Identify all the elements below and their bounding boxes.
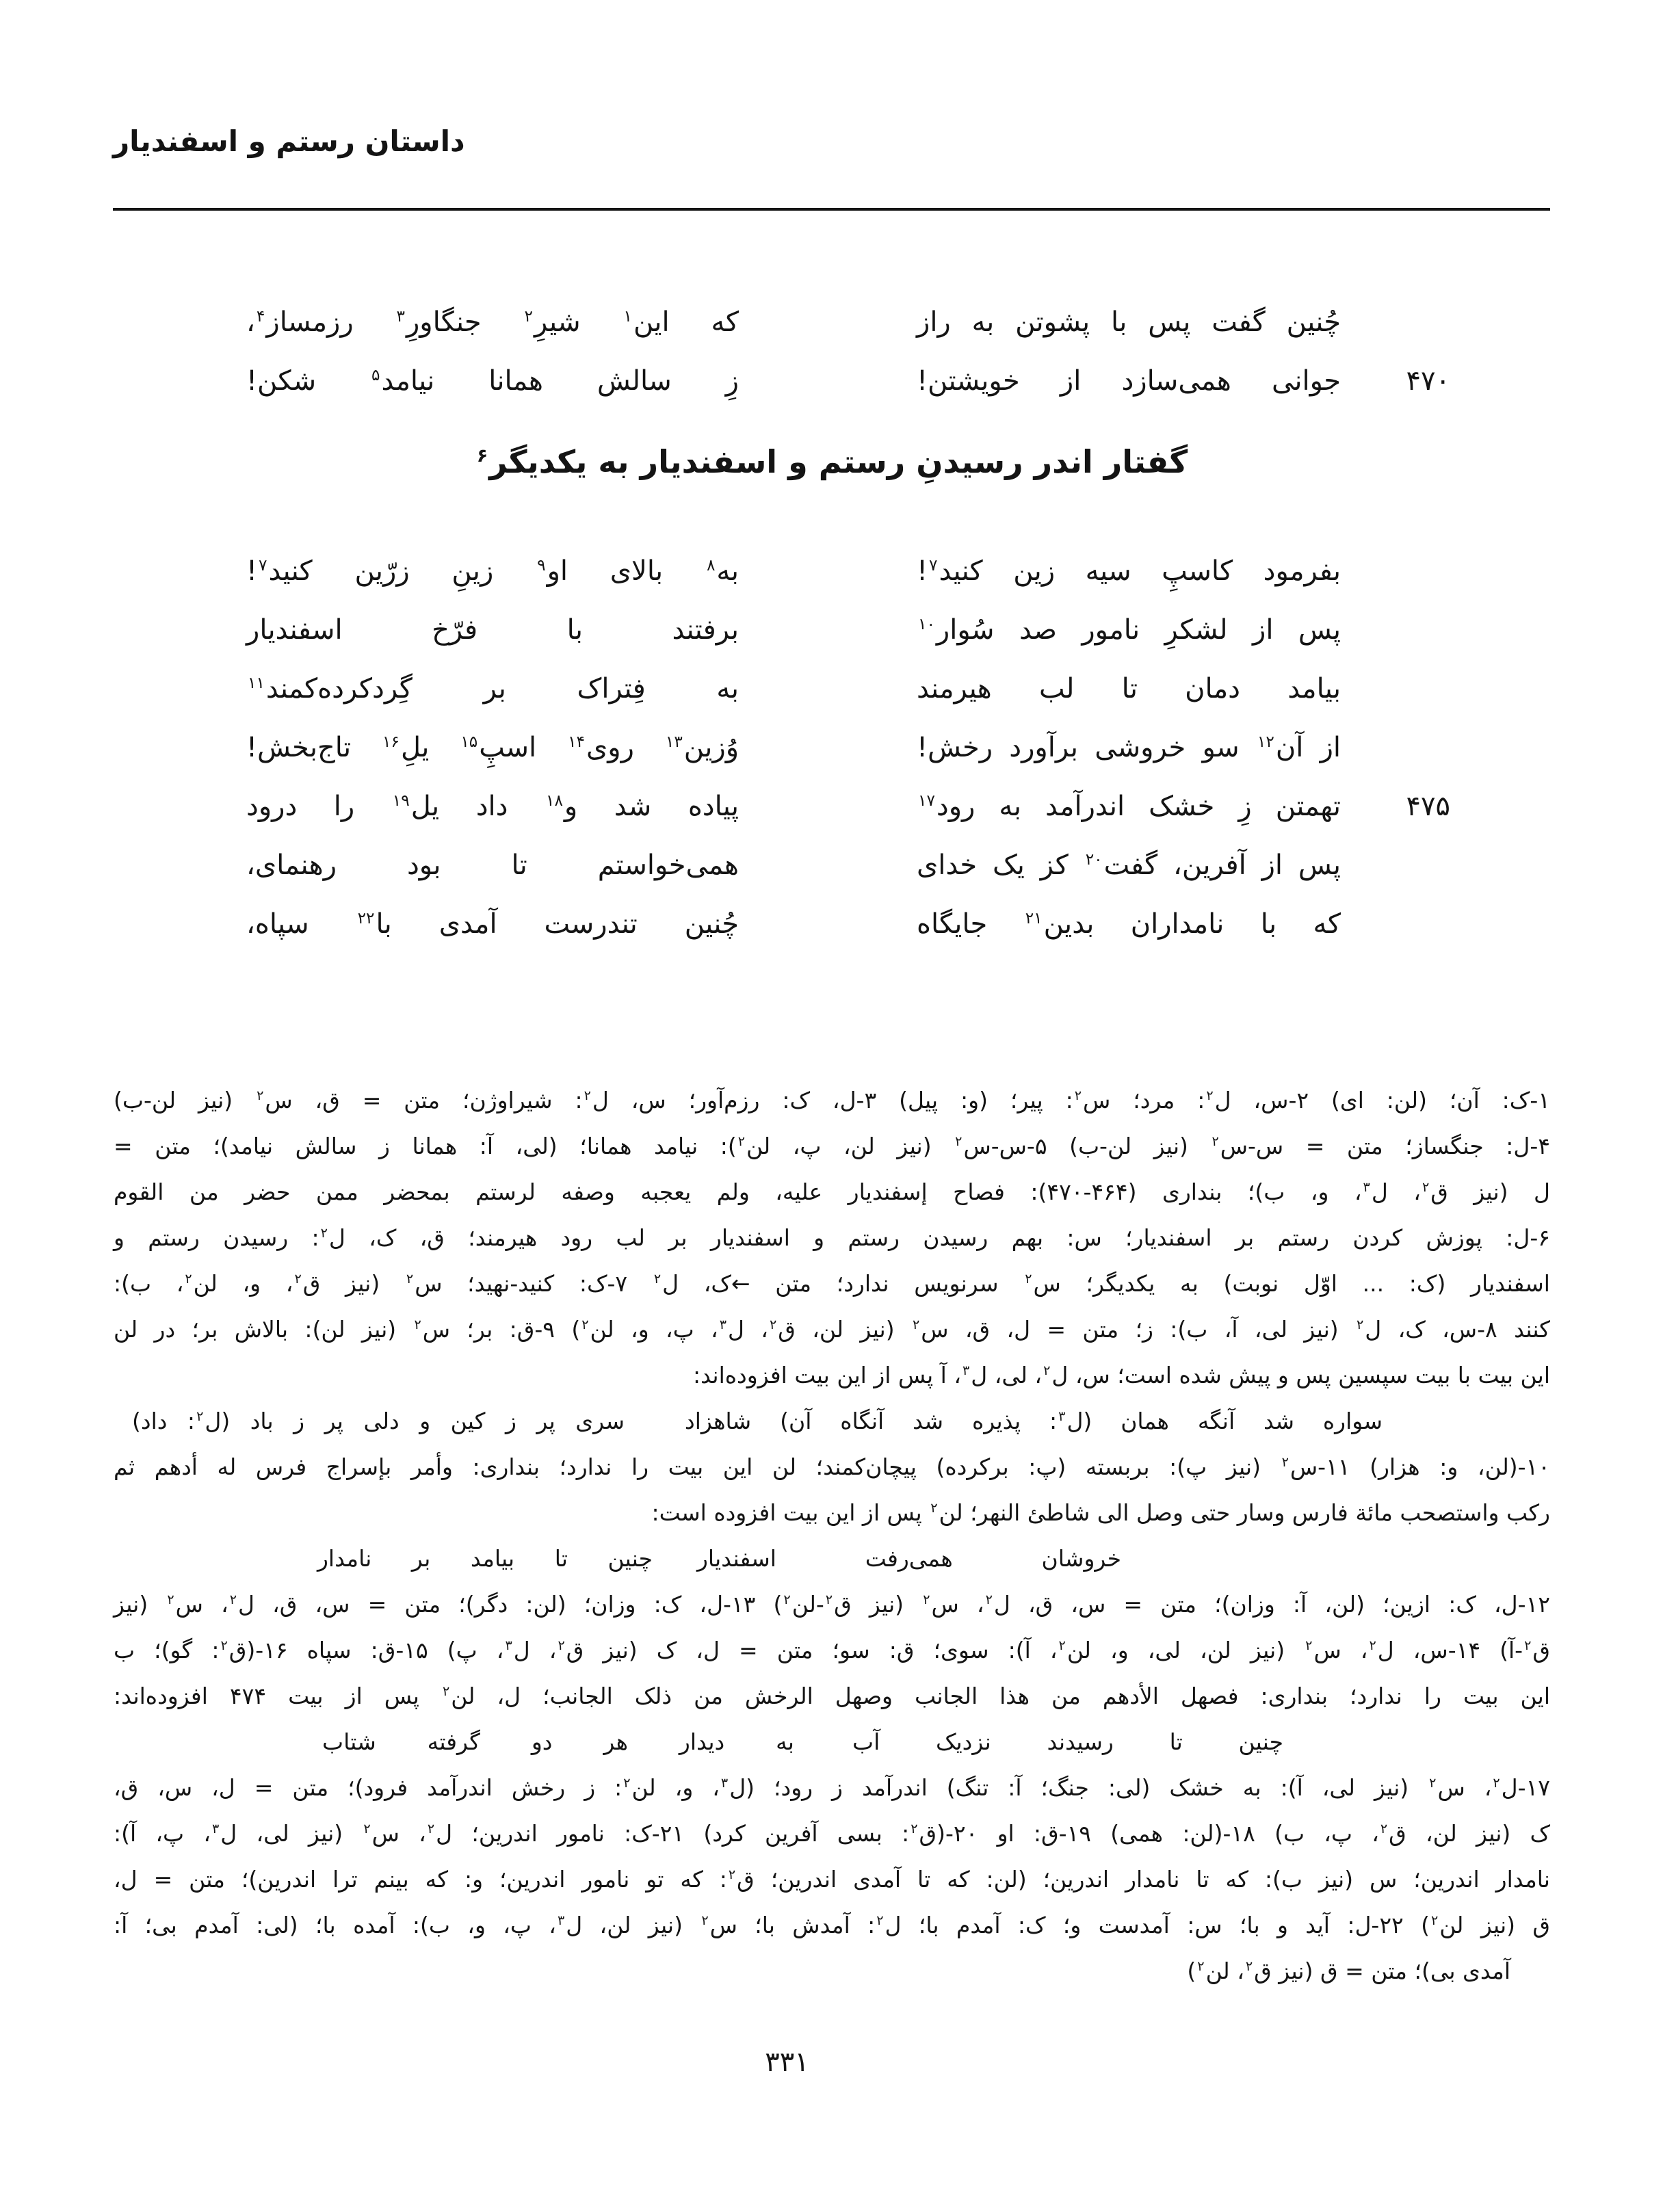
footnote-verse-quote	[132, 1398, 1383, 1444]
hemistich-right: بیامد دمان تا لب هیرمند	[917, 673, 1341, 705]
quote-hemistich-left: به دیدار هر دو گرفته شتاب	[322, 1728, 794, 1755]
hemistich-right: پس از لشکرِ نامور صد سُوار$^{۱۰}$	[918, 614, 1341, 646]
hemistich-right: چُنین گفت پس با پشوتن به راز	[917, 306, 1341, 338]
footnote-line: رکب واستصحب مائة فارس وسار حتی وصل الی شاطئ النهر؛ لن$^۲$ پس از این بیت افزوده است:	[651, 1499, 1550, 1526]
footnote-line: ق$^۲$-آ) ۱۴-س، ل$^۲$، س$^۲$ (نیز لن، لی، و، لن$^۲$، آ): سوی؛ ق: سو؛ متن = ل، ک (نیز ق$^۲$، ل$^۳$، پ) ۱۵-ق: سپاه ۱۶-(ق$^۲$: گو)؛ ب	[114, 1637, 1550, 1663]
hemistich-left: چُنین تندرست آمدی با$^{۲۲}$ سپاه،	[246, 908, 739, 940]
page-number: ۳۳۱	[765, 2046, 809, 2078]
verse-group-top	[0, 306, 1663, 424]
hemistich-left: به$^۸$ بالای او$^۹$ زینِ زرّین کنید$^۷$!	[246, 555, 739, 587]
couplet	[0, 365, 1663, 424]
footnote-line: ۶-ل: پوزش کردن رستم بر اسفندیار؛ س: بهم رسیدن رستم و اسفندیار بر لب رود هیرمند؛ ق، ک، ل$^۲$: رسیدن رستم و	[114, 1224, 1550, 1251]
footnote-line: آمدی بی)؛ متن = ق (نیز ق$^۲$، لن$^۲$)	[1187, 1958, 1510, 1984]
footnotes-block	[114, 1077, 1550, 1994]
quote-hemistich-right: سواره شد آنگه همان (ل$^۳$: پذیره شد آنگاه آن) شاهزاد	[685, 1408, 1383, 1434]
couplet	[0, 908, 1663, 967]
footnote-verse-quote	[322, 1719, 1283, 1765]
section-heading: گفتار اندر رسیدنِ رستم و اسفندیار به یکدیگر$^۶$	[476, 443, 1188, 480]
footnote-line: کنند ۸-س، ک، ل$^۲$ (نیز لی، آ، ب): ز؛ متن = ل، ق، س$^۲$ (نیز لن، ق$^۲$، ل$^۳$، پ، و، لن$^۲$) ۹-ق: بر؛ س$^۲$ (نیز لن): بالاش بر؛ در لن	[114, 1316, 1551, 1343]
footnote-line: ۱-ک: آن؛ (لن: ای) ۲-س، ل$^۲$: مرد؛ س$^۲$: پیر؛ (و: پیل) ۳-ل، ک: رزم‌آور؛ س، ل$^۲$: شیراوژن؛ متن = ق، س$^۲$ (نیز لن-ب)	[114, 1087, 1550, 1114]
footnote-line: ق (نیز لن$^۲$) ۲۲-ل: آید و با؛ س: آمدست و؛ ک: آمدم با؛ ل$^۲$: آمدش با؛ س$^۲$ (نیز لن، ل$^۳$، پ، و، ب): آمده با؛ (لی: آمدم بی؛ آ:	[114, 1912, 1550, 1938]
running-header-title: داستان رستم و اسفندیار	[113, 124, 465, 158]
quote-hemistich-left: سری پر ز کین و دلی پر ز باد (ل$^۲$: داد)	[132, 1408, 625, 1434]
hemistich-right: پس از آفرین، گفت$^{۲۰}$ کز یک خدای	[917, 850, 1341, 881]
couplet	[0, 555, 1663, 614]
couplet	[0, 673, 1663, 732]
hemistich-right: تهمتن زِ خشک اندرآمد به رود$^{۱۷}$	[918, 791, 1341, 822]
footnote-line: این بیت با بیت سپسین پس و پیش شده است؛ س، ل$^۲$، لی، ل$^۳$، آ پس از این بیت افزوده‌اند:	[692, 1362, 1550, 1388]
header-rule	[113, 208, 1550, 211]
footnote-line: ۱۰-(لن، و: هزار) ۱۱-س$^۲$ (نیز پ): بربسته (پ: برکرده) پیچان‌کمند؛ لن این بیت را ندارد؛ بنداری: وأمر بإسراج فرس له أدهم ثم	[114, 1453, 1550, 1480]
footnote-line: ل (نیز ق$^۲$، ل$^۳$، و، ب)؛ بنداری (۴۶۴-۴۷۰): فصاح إسفندیار علیه، ولم یعجبه وصفه لرستم بمحضر ممن حضر من القوم	[114, 1179, 1550, 1205]
footnote-verse-quote	[317, 1536, 1121, 1581]
quote-hemistich-right: چنین تا رسیدند نزدیک آب	[852, 1728, 1283, 1755]
hemistich-right: از آن$^{۱۲}$ سو خروشی برآورد رخش!	[917, 732, 1341, 763]
hemistich-left: همی‌خواستم تا بود رهنمای،	[246, 850, 739, 881]
footnote-line: این بیت را ندارد؛ بنداری: فصهل الأدهم من هذا الجانب وصهل الرخش من ذلک الجانب؛ ل، لن$^۲$ پس از بیت ۴۷۴ افزوده‌اند:	[114, 1683, 1550, 1709]
couplet	[0, 791, 1663, 850]
verse-number: ۴۷۵	[1406, 791, 1450, 822]
quote-hemistich-left: چنین تا بیامد بر نامدار	[317, 1545, 653, 1572]
hemistich-left: زِ سالش همانا نیامد$^۵$ شکن!	[246, 365, 739, 397]
footnote-line: اسفندیار (ک: ... اوّل نوبت) به یکدیگر؛ س$^۲$ سرنویس ندارد؛ متن ←ک، ل$^۲$ ۷-ک: کنید-نهید؛ س$^۲$ (نیز ق$^۲$، و، لن$^۲$، ب):	[114, 1270, 1550, 1297]
verse-number: ۴۷۰	[1406, 365, 1450, 397]
footnote-line: ک (نیز لن، ق$^۲$، پ، ب) ۱۸-(لن: همی) ۱۹-ق: او ۲۰-(ق$^۲$: بسی آفرین کرد) ۲۱-ک: نامور اندرین؛ ل$^۲$، س$^۲$ (نیز لی، ل$^۳$، پ، آ):	[114, 1820, 1551, 1847]
couplet	[0, 306, 1663, 365]
couplet	[0, 732, 1663, 791]
couplet	[0, 850, 1663, 908]
footnote-line: ۴-ل: جنگساز؛ متن = س-س$^۲$ (نیز لن-ب) ۵-س-س$^۲$ (نیز لن، پ، لن$^۲$): نیامد همانا؛ (لی، آ: همانا ز سالش نیامد)؛ متن =	[114, 1133, 1551, 1159]
footnote-line: نامدار اندرین؛ س (نیز ب): که تا نامدار اندرین؛ (لن: که تا آمدی اندرین؛ ق$^۲$: که تو نامور اندرین؛ و: که بینم ترا اندرین)؛ متن = ل،	[114, 1866, 1550, 1893]
hemistich-left: به فِتراک بر گِردکرده‌کمند$^{۱۱}$	[248, 673, 739, 705]
verse-group-main	[0, 555, 1663, 967]
quote-hemistich-right: خروشان همی‌رفت اسفندیار	[697, 1545, 1121, 1572]
footnote-line: ۱۲-ل، ک: ازین؛ (لن، آ: وزان)؛ متن = س، ق، ل$^۲$، س$^۲$ (نیز ق$^۲$-لن$^۲$) ۱۳-ل، ک: وزان؛ (لن: دگر)؛ متن = س، ق، ل$^۲$، س$^۲$ (نیز	[114, 1591, 1550, 1618]
hemistich-left: پیاده شد و$^{۱۸}$ داد یل$^{۱۹}$ را درود	[246, 791, 739, 822]
hemistich-left: برفتند با فرّخ اسفندیار	[246, 614, 739, 646]
hemistich-left: که این$^۱$ شیرِ$^۲$ جنگاورِ$^۳$ رزمساز$^۴$،	[246, 306, 739, 338]
footnote-line: ۱۷-ل$^۲$، س$^۲$ (نیز لی، آ): به خشک (لی: جنگ؛ آ: تنگ) اندرآمد ز رود؛ (ل$^۳$، و، لن$^۲$: ز رخش اندرآمد فرود)؛ متن = ل، س، ق،	[114, 1774, 1550, 1801]
hemistich-right: بفرمود کاسپِ سیه زین کنید$^۷$!	[917, 555, 1341, 587]
couplet	[0, 614, 1663, 673]
hemistich-right: که با نامداران بدین$^{۲۱}$ جایگاه	[917, 908, 1341, 940]
hemistich-right: جوانی همی‌سازد از خویشتن!	[917, 365, 1341, 397]
hemistich-left: وُزین$^{۱۳}$ روی$^{۱۴}$ اسپِ$^{۱۵}$ یلِ$^{۱۶}$ تاج‌بخش!	[246, 732, 739, 763]
